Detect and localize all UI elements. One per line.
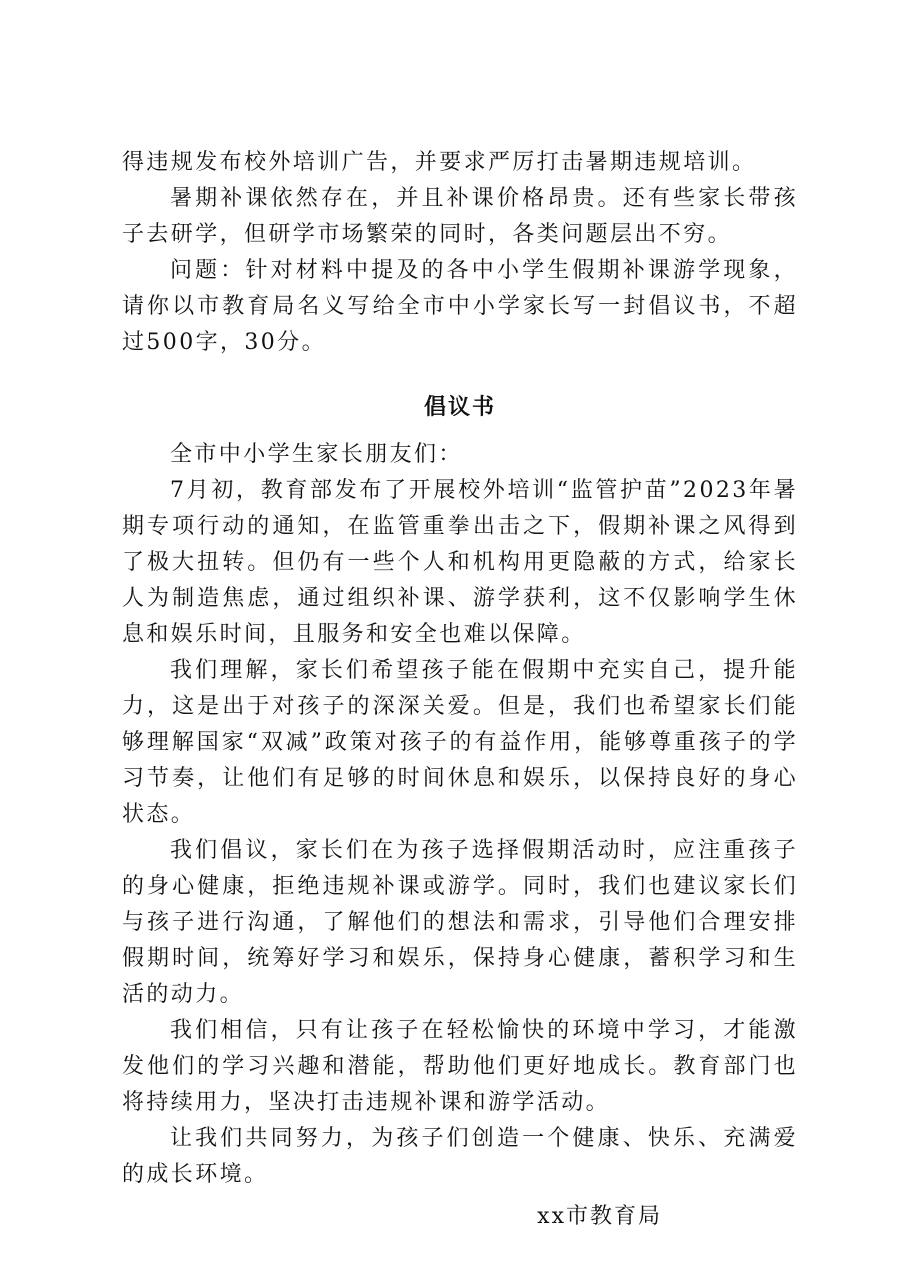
intro-continuation: 得违规发布校外培训广告，并要求严厉打击暑期违规培训。 [122,150,757,175]
document-body [122,145,798,1235]
intro-paragraph: 暑期补课依然存在，并且补课价格昂贵。还有些家长带孩子去研学，但研学市场繁荣的同时，各类问题层出不穷。 [122,186,798,247]
letter-title: 倡议书 [423,394,496,420]
letter-salutation: 全市中小学生家长朋友们： [170,442,463,467]
letter-paragraph-2: 我们理解，家长们希望孩子能在假期中充实自己，提升能力，这是出于对孩子的深深关爱。但是，我们也希望家长们能够理解国家“双减”政策对孩子的有益作用，能够尊重孩子的学习节奏，让他们有足够的时间休息和娱乐，以保持良好的身心状态。 [122,658,798,827]
letter-paragraph-5: 让我们共同努力，为孩子们创造一个健康、快乐、充满爱的成长环境。 [122,1126,798,1187]
letter-paragraph-4: 我们相信，只有让孩子在轻松愉快的环境中学习，才能激发他们的学习兴趣和潜能，帮助他们更好地成长。教育部门也将持续用力，坚决打击违规补课和游学活动。 [122,1018,798,1115]
letter-paragraph-1: 7月初，教育部发布了开展校外培训“监管护苗”2023年暑期专项行动的通知，在监管重拳出击之下，假期补课之风得到了极大扭转。但仍有一些个人和机构用更隐蔽的方式，给家长人为制造焦虑，通过组织补课、游学获利，这不仅影响学生休息和娱乐时间，且服务和安全也难以保障。 [122,478,798,647]
letter-signature: xx市教育局 [537,1204,662,1229]
letter-paragraph-3: 我们倡议，家长们在为孩子选择假期活动时，应注重孩子的身心健康，拒绝违规补课或游学。同时，我们也建议家长们与孩子进行沟通，了解他们的想法和需求，引导他们合理安排假期时间，统筹好学习和娱乐，保持身心健康，蓄积学习和生活的动力。 [122,838,798,1007]
question-paragraph: 问题：针对材料中提及的各中小学生假期补课游学现象，请你以市教育局名义写给全市中小学家长写一封倡议书，不超过500字，30分。 [122,258,798,355]
